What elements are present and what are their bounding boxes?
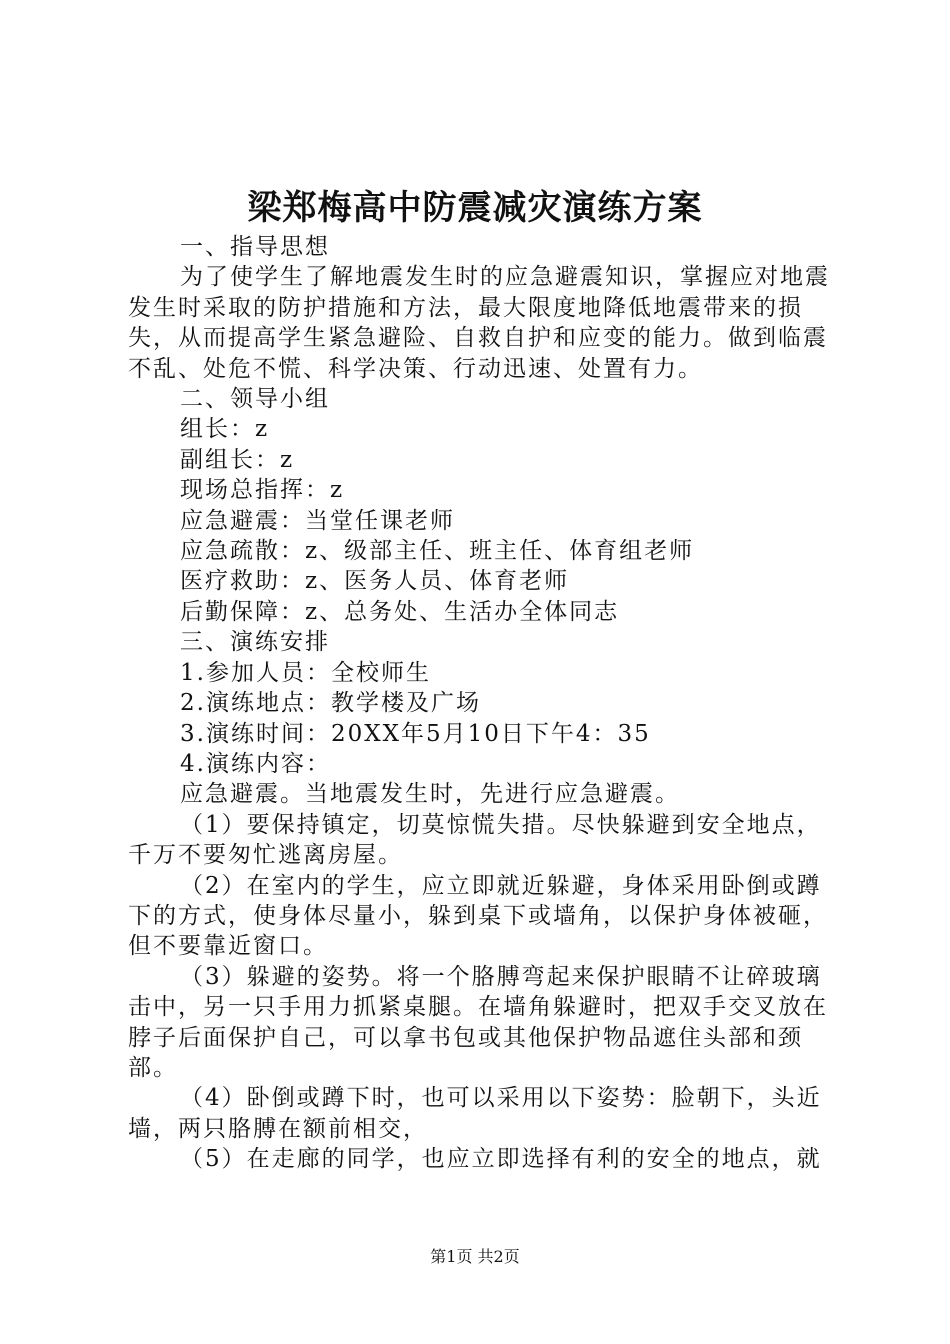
paragraph: （1）要保持镇定，切莫惊慌失措。尽快躲避到安全地点，千万不要匆忙逃离房屋。 [128, 811, 822, 869]
paragraph: （5）在走廊的同学，也应立即选择有利的安全的地点，就 [180, 1146, 822, 1173]
paragraph: 应急避震。当地震发生时，先进行应急避震。 [180, 781, 680, 808]
paragraph: 为了使学生了解地震发生时的应急避震知识，掌握应对地震发生时采取的防护措施和方法，最大限度地降低地震带来的损失，从而提高学生紧急避险、自救自护和应变的能力。做到临震不乱、处危不慌、科学决策、行动迅速、处置有力。 [128, 264, 830, 382]
list-item: 副组长：z [180, 446, 295, 473]
list-item: 医疗救助：z、医务人员、体育老师 [180, 568, 570, 595]
section-heading: 二、领导小组 [180, 386, 330, 413]
list-item: 2.演练地点：教学楼及广场 [180, 690, 481, 717]
list-item: 应急疏散：z、级部主任、班主任、体育组老师 [180, 538, 695, 565]
paragraph: （2）在室内的学生，应立即就近躲避，身体采用卧倒或蹲下的方式，使身体尽量小，躲到桌下或墙角，以保护身体被砸，但不要靠近窗口。 [128, 872, 828, 960]
list-item: 1.参加人员：全校师生 [180, 659, 431, 686]
list-item: 3.演练时间：20XX年5月10日下午4：35 [180, 720, 651, 747]
section-heading: 三、演练安排 [180, 629, 330, 656]
list-item: 应急避震：当堂任课老师 [180, 507, 455, 534]
section-heading: 一、指导思想 [180, 234, 330, 260]
page-footer: 第1页 共2页 [430, 1247, 520, 1266]
document-body [128, 232, 838, 1175]
document-title: 梁郑梅高中防震减灾演练方案 [247, 188, 703, 228]
paragraph: （3）躲避的姿势。将一个胳膊弯起来保护眼睛不让碎玻璃击中，另一只手用力抓紧桌腿。在墙角躲避时，把双手交叉放在脖子后面保护自己，可以拿书包或其他保护物品遮住头部和颈部。 [128, 963, 828, 1081]
list-item: 后勤保障：z、总务处、生活办全体同志 [180, 598, 620, 625]
list-item: 现场总指挥：z [180, 477, 345, 504]
list-item: 4.演练内容： [180, 750, 331, 777]
paragraph: （4）卧倒或蹲下时，也可以采用以下姿势：脸朝下，头近墙，两只胳膊在额前相交， [128, 1085, 822, 1142]
list-item: 组长：z [180, 416, 270, 443]
